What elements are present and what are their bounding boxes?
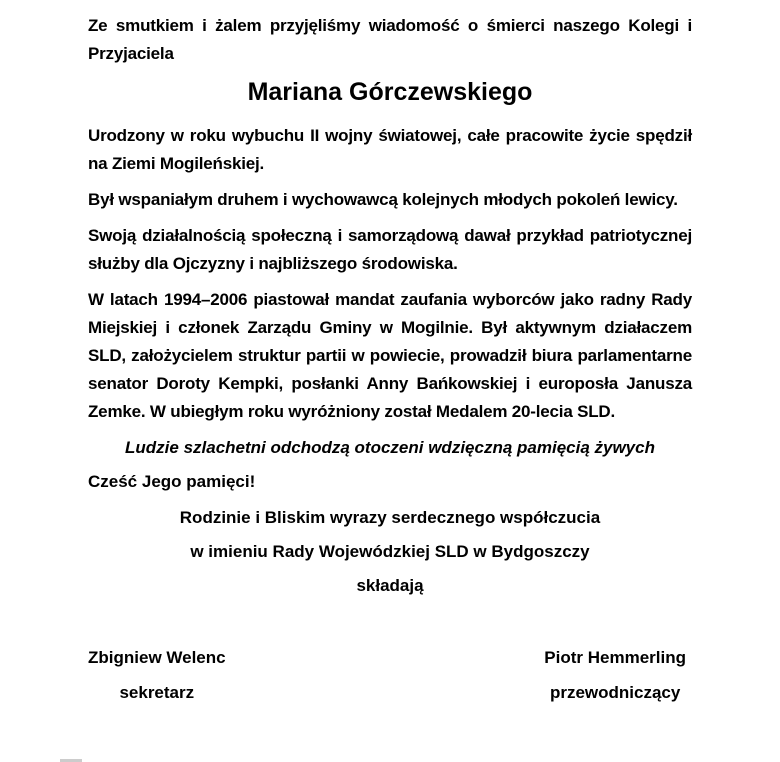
signatures-row bbox=[88, 644, 692, 707]
paragraph-biography-birth: Urodzony w roku wybuchu II wojny światowej, całe pracowite życie spędził na Ziemi Mogileńskiej. bbox=[88, 126, 692, 173]
condolence-line-submit: składają bbox=[356, 576, 424, 595]
signature-left bbox=[88, 644, 226, 707]
paragraph-public-service: Swoją działalnością społeczną i samorządową dawał przykład patriotycznej służby dla Ojczyzny i najbliższego środowiska. bbox=[88, 226, 692, 273]
paragraph-political-career: W latach 1994–2006 piastował mandat zaufania wyborców jako radny Rady Miejskiej i członek Zarządu Gminy w Mogilnie. Był aktywnym działaczem SLD, założycielem struktur partii w powiecie, prowadził biura parlamentarne senator Doroty Kempki, posłanki Anny Bańkowskiej i europosła Janusza Zemke. W ubiegłym roku wyróżniony został Medalem 20-lecia SLD. bbox=[88, 290, 692, 421]
signature-right bbox=[544, 644, 686, 707]
signature-left-role: sekretarz bbox=[119, 683, 195, 702]
condolence-line-family: Rodzinie i Bliskim wyrazy serdecznego współczucia bbox=[179, 508, 601, 527]
intro-text: Ze smutkiem i żalem przyjęliśmy wiadomość o śmierci naszego Kolegi i Przyjaciela bbox=[88, 16, 692, 63]
signature-left-name: Zbigniew Welenc bbox=[88, 648, 226, 667]
signature-right-name: Piotr Hemmerling bbox=[544, 648, 686, 667]
condolence-line-council: w imieniu Rady Wojewódzkiej SLD w Bydgoszczy bbox=[190, 542, 590, 561]
signature-right-role: przewodniczący bbox=[549, 683, 681, 702]
homage-line: Cześć Jego pamięci! bbox=[88, 472, 256, 491]
paragraph-mentor: Był wspaniałym druhem i wychowawcą kolejnych młodych pokoleń lewicy. bbox=[88, 190, 678, 209]
deceased-name-heading: Mariana Górczewskiego bbox=[247, 78, 533, 106]
epitaph-quote: Ludzie szlachetni odchodzą otoczeni wdzięczną pamięcią żywych bbox=[125, 438, 655, 457]
